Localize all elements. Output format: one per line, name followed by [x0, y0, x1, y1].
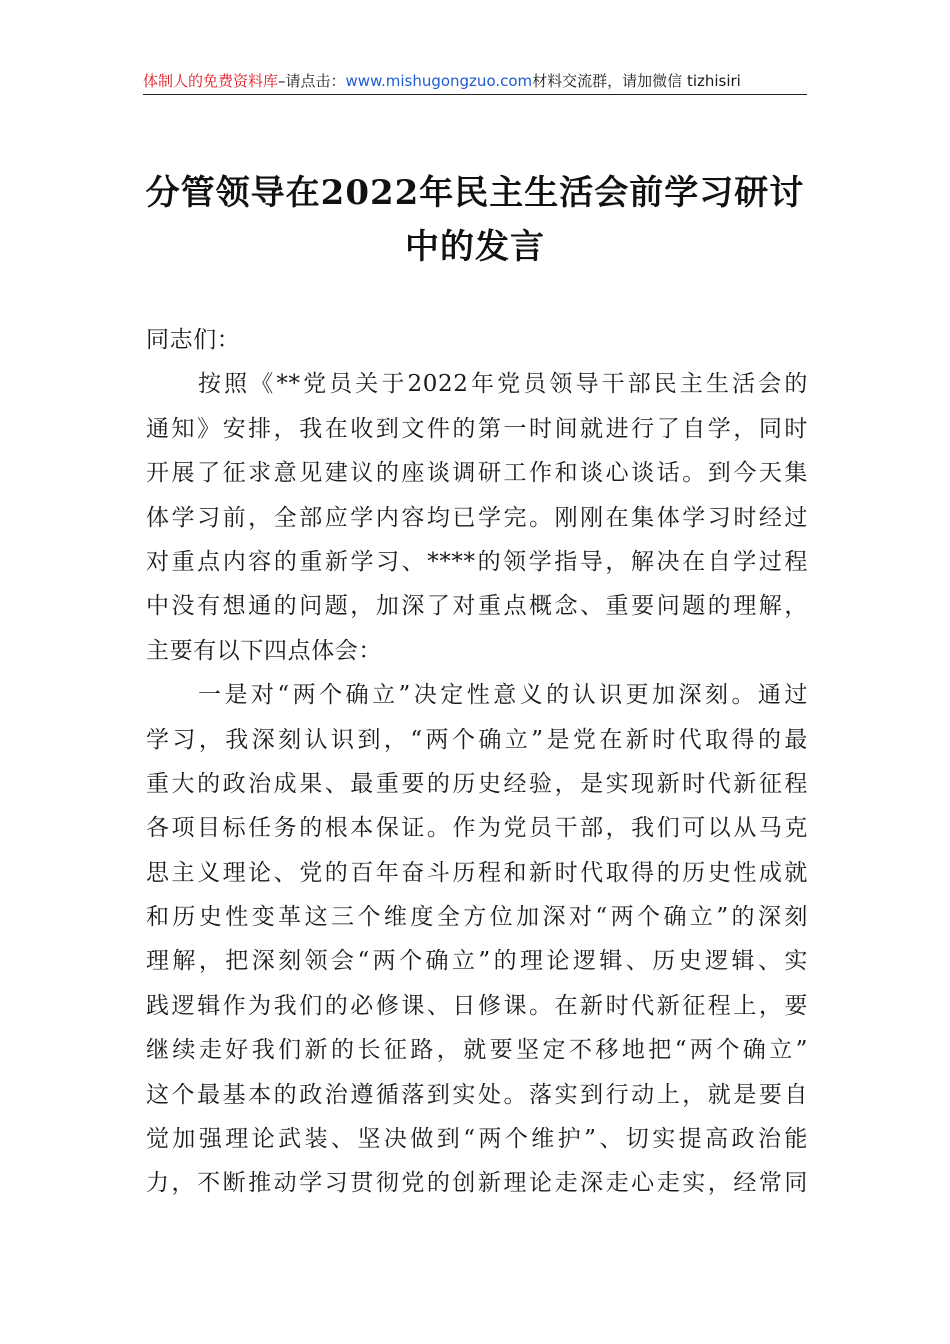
paragraph-line: 对重点内容的重新学习、****的领学指导，解决在自学过程 [146, 548, 808, 575]
header-brand: 体制人的免费资料库 [143, 72, 279, 90]
paragraph-line: 开展了征求意见建议的座谈调研工作和谈心谈话。到今天集 [146, 460, 808, 487]
salutation: 同志们： [146, 327, 241, 353]
paragraph-line: 觉加强理论武装、坚决做到“两个维护”、切实提高政治能 [146, 1126, 808, 1153]
paragraph-line: 体学习前，全部应学内容均已学完。刚刚在集体学习时经过 [146, 504, 808, 531]
paragraph-line: 各项目标任务的根本保证。作为党员干部，我们可以从马克 [146, 815, 808, 842]
paragraph-line: 学习，我深刻认识到，“两个确立”是党在新时代取得的最 [146, 726, 808, 753]
paragraph-line: 思主义理论、党的百年奋斗历程和新时代取得的历史性成就 [146, 859, 808, 886]
paragraph-line: 这个最基本的政治遵循落到实处。落实到行动上，就是要自 [146, 1081, 808, 1108]
paragraph-line: 一是对“两个确立”决定性意义的认识更加深刻。通过 [198, 682, 808, 709]
paragraph-line: 继续走好我们新的长征路，就要坚定不移地把“两个确立” [146, 1037, 808, 1064]
paragraph-line: 主要有以下四点体会： [146, 637, 382, 664]
title-line: 分管领导在2022年民主生活会前学习研讨 [145, 173, 805, 213]
paragraph-line: 按照《**党员关于2022年党员领导干部民主生活会的 [198, 371, 808, 398]
document-body [146, 318, 808, 1206]
document-title [120, 166, 830, 274]
paragraph-line: 理解，把深刻领会“两个确立”的理论逻辑、历史逻辑、实 [146, 948, 808, 975]
header-prefix: –请点击： [278, 72, 346, 90]
page-header [143, 68, 807, 95]
title-line: 中的发言 [405, 227, 545, 267]
paragraph-line: 和历史性变革这三个维度全方位加深对“两个确立”的深刻 [146, 904, 808, 931]
paragraph-line: 力，不断推动学习贯彻党的创新理论走深走心走实，经常同 [146, 1170, 808, 1197]
paragraph-line: 践逻辑作为我们的必修课、日修课。在新时代新征程上，要 [146, 992, 808, 1019]
paragraph-line: 中没有想通的问题，加深了对重点概念、重要问题的理解， [146, 593, 808, 620]
header-url-link[interactable]: www.mishugongzuo.com [345, 72, 533, 90]
paragraph-line: 通知》安排，我在收到文件的第一时间就进行了自学，同时 [146, 415, 808, 442]
header-suffix: 材料交流群，请加微信 tizhisiri [532, 72, 741, 90]
paragraph-line: 重大的政治成果、最重要的历史经验，是实现新时代新征程 [146, 770, 808, 797]
